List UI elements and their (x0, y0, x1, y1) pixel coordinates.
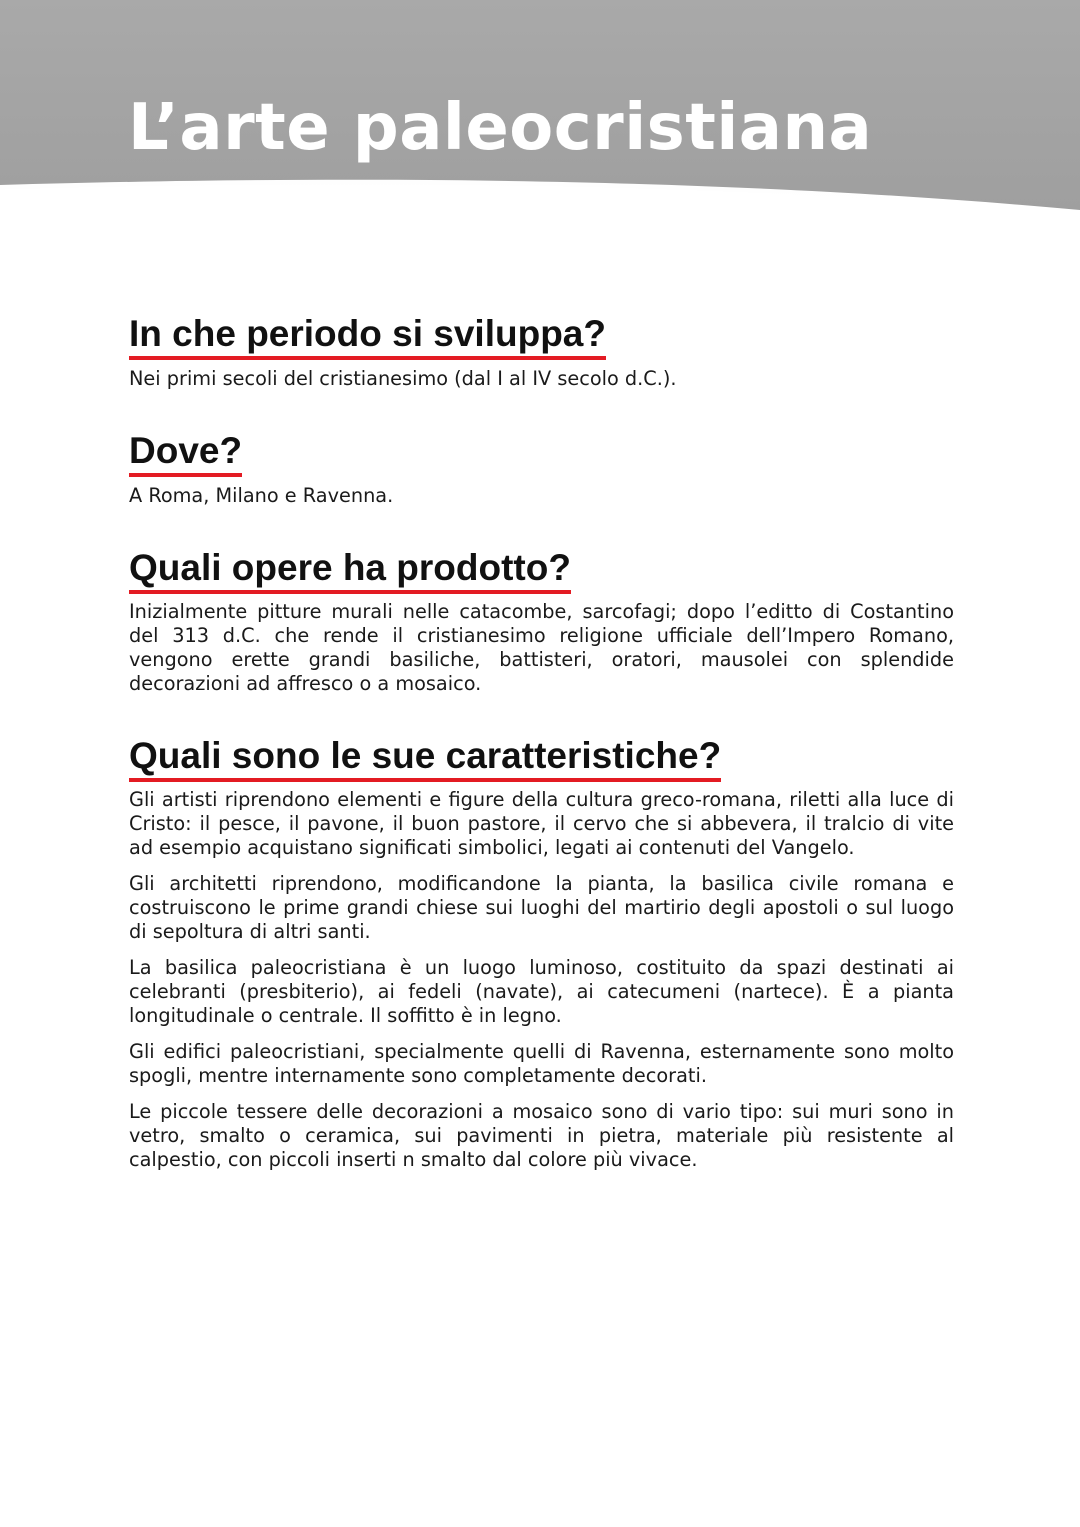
page-title: L’arte paleocristiana (128, 91, 873, 165)
section-characteristics (129, 734, 954, 1172)
section-paragraph: Gli artisti riprendono elementi e figure della cultura greco-romana, riletti alla luce di Cristo: il pesce, il pavone, il buon pastore, il cervo che si abbevera, il tralcio di vite ad esempio acquistano significati simbolici, legati ai contenuti del Vangelo. (129, 788, 954, 859)
section-works (129, 546, 954, 696)
section-paragraph: Nei primi secoli del cristianesimo (dal I al IV secolo d.C.). (129, 367, 677, 390)
section-heading: Dove? (129, 429, 242, 477)
section-paragraph: Inizialmente pitture murali nelle catacombe, sarcofagi; dopo l’editto di Costantino del 313 d.C. che rende il cristianesimo religione ufficiale dell’Impero Romano, vengono erette grandi basiliche, battisteri, oratori, mausolei con splendide decorazioni ad affresco o a mosaico. (129, 600, 954, 695)
section-period (129, 312, 954, 391)
section-heading: Quali opere ha prodotto? (129, 546, 571, 594)
section-heading: Quali sono le sue caratteristiche? (129, 734, 721, 782)
document-content (129, 312, 954, 1172)
section-heading: In che periodo si sviluppa? (129, 312, 606, 360)
section-paragraph: A Roma, Milano e Ravenna. (129, 484, 394, 507)
section-paragraph: La basilica paleocristiana è un luogo luminoso, costituito da spazi destinati ai celebranti (presbiterio), ai fedeli (navate), ai catecumeni (nartece). È a pianta longitudinale o centrale. Il soffitto è in legno. (129, 956, 954, 1027)
section-where (129, 429, 954, 508)
section-paragraph: Gli architetti riprendono, modificandone la pianta, la basilica civile romana e costruiscono le prime grandi chiese sui luoghi del martirio degli apostoli o sul luogo di sepoltura di altri santi. (129, 872, 954, 943)
section-paragraph: Gli edifici paleocristiani, specialmente quelli di Ravenna, esternamente sono molto spogli, mentre internamente sono completamente decorati. (129, 1040, 954, 1087)
section-paragraph: Le piccole tessere delle decorazioni a mosaico sono di vario tipo: sui muri sono in vetro, smalto o ceramica, sui pavimenti in pietra, materiale più resistente al calpestio, con piccoli inserti n smalto dal colore più vivace. (129, 1100, 954, 1171)
